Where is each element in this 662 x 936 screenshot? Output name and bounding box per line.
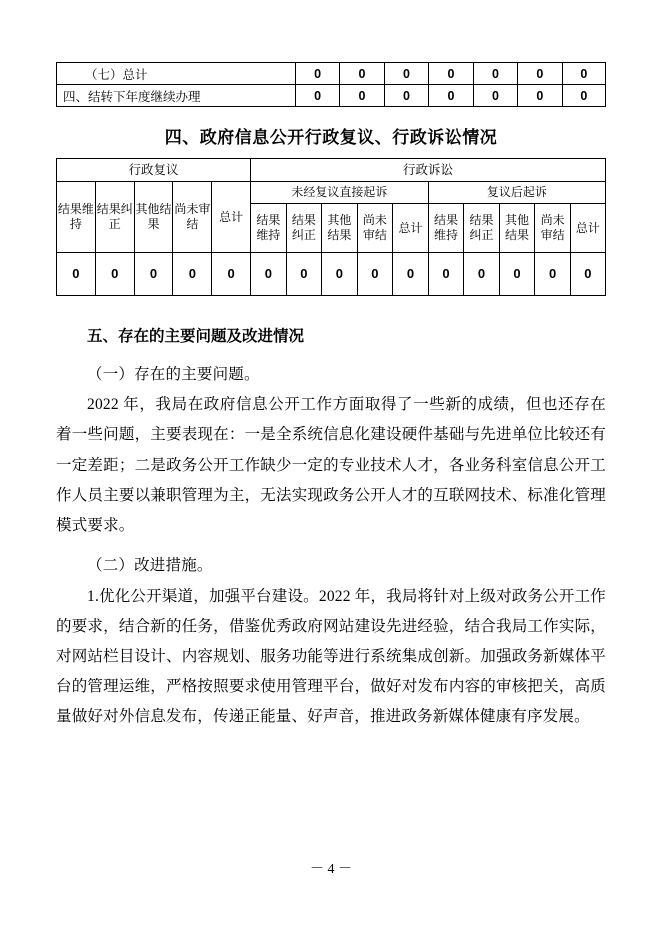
header-direct-0: 结果维持 — [251, 204, 287, 253]
cell-value: 0 — [535, 253, 571, 296]
group-header-litigation: 行政诉讼 — [251, 159, 606, 182]
table-row — [57, 253, 606, 296]
paragraph-5-1: 2022 年，我局在政府信息公开工作方面取得了一些新的成绩，但也还存在着一些问题，主要表现在：一是全系统信息化建设硬件基础与先进单位比较还有一定差距；二是政务公开工作缺少一定的专业技术人才，各业务科室信息公开工作人员主要以兼职管理为主，无法实现政务公开人才的互联网技术、标准化管理模式要求。 — [56, 396, 606, 535]
cell-value: 0 — [251, 253, 287, 296]
cell-value: 0 — [562, 85, 605, 107]
cell-value: 0 — [429, 63, 473, 85]
row-label: （七）总计 — [57, 63, 296, 85]
page-number: － 4 － — [310, 862, 352, 877]
subgroup-header-direct: 未经复议直接起诉 — [251, 182, 429, 204]
header-direct-2: 其他结果 — [322, 204, 358, 253]
header-review-1: 结果纠正 — [95, 182, 134, 253]
header-direct-3: 尚未审结 — [357, 204, 393, 253]
header-review-2: 其他结果 — [134, 182, 173, 253]
subsection-heading-5-1: （一）存在的主要问题。 — [87, 366, 260, 383]
cell-value: 0 — [295, 63, 339, 85]
header-review-4: 总计 — [212, 182, 251, 253]
subgroup-header-after: 复议后起诉 — [428, 182, 605, 204]
header-after-2: 其他结果 — [499, 204, 535, 253]
table-row — [57, 85, 606, 107]
header-after-3: 尚未审结 — [535, 204, 571, 253]
cell-value: 0 — [134, 253, 173, 296]
cell-value: 0 — [322, 253, 358, 296]
cell-value: 0 — [357, 253, 393, 296]
header-after-0: 结果维持 — [428, 204, 464, 253]
cell-value: 0 — [295, 85, 339, 107]
summary-table-continuation — [56, 62, 606, 107]
section-heading-5: 五、存在的主要问题及改进情况 — [87, 328, 305, 345]
group-header-review: 行政复议 — [57, 159, 251, 182]
header-direct-4: 总计 — [393, 204, 429, 253]
section-heading-4: 四、政府信息公开行政复议、行政诉讼情况 — [164, 128, 498, 147]
cell-value: 0 — [518, 63, 562, 85]
cell-value: 0 — [286, 253, 322, 296]
cell-value: 0 — [562, 63, 605, 85]
cell-value: 0 — [499, 253, 535, 296]
cell-value: 0 — [429, 85, 473, 107]
cell-value: 0 — [173, 253, 212, 296]
cell-value: 0 — [384, 85, 428, 107]
cell-value: 0 — [340, 85, 384, 107]
header-after-4: 总计 — [570, 204, 605, 253]
cell-value: 0 — [95, 253, 134, 296]
table-header-row-group — [57, 159, 606, 182]
cell-value: 0 — [473, 63, 517, 85]
header-review-0: 结果维持 — [57, 182, 96, 253]
header-after-1: 结果纠正 — [464, 204, 500, 253]
paragraph-5-2: 1.优化公开渠道，加强平台建设。2022 年，我局将针对上级对政务公开工作的要求，结合新的任务，借鉴优秀政府网站建设先进经验，结合我局工作实际，对网站栏目设计、内容规划、服务功能等进行系统集成创新。加强政务新媒体平台的管理运维，严格按照要求使用管理平台，做好对发布内容的审核把关，高质量做好对外信息发布，传递正能量、好声音，推进政务新媒体健康有序发展。 — [56, 587, 606, 726]
header-direct-1: 结果纠正 — [286, 204, 322, 253]
administrative-review-litigation-table — [56, 158, 606, 296]
cell-value: 0 — [393, 253, 429, 296]
cell-value: 0 — [428, 253, 464, 296]
cell-value: 0 — [464, 253, 500, 296]
cell-value: 0 — [212, 253, 251, 296]
header-review-3: 尚未审结 — [173, 182, 212, 253]
cell-value: 0 — [518, 85, 562, 107]
subsection-heading-5-2: （二）改进措施。 — [87, 557, 213, 575]
table-row — [57, 63, 606, 85]
cell-value: 0 — [570, 253, 605, 296]
cell-value: 0 — [57, 253, 96, 296]
cell-value: 0 — [340, 63, 384, 85]
row-label: 四、结转下年度继续办理 — [57, 85, 296, 107]
cell-value: 0 — [384, 63, 428, 85]
cell-value: 0 — [473, 85, 517, 107]
table-header-row-sub — [57, 182, 606, 204]
